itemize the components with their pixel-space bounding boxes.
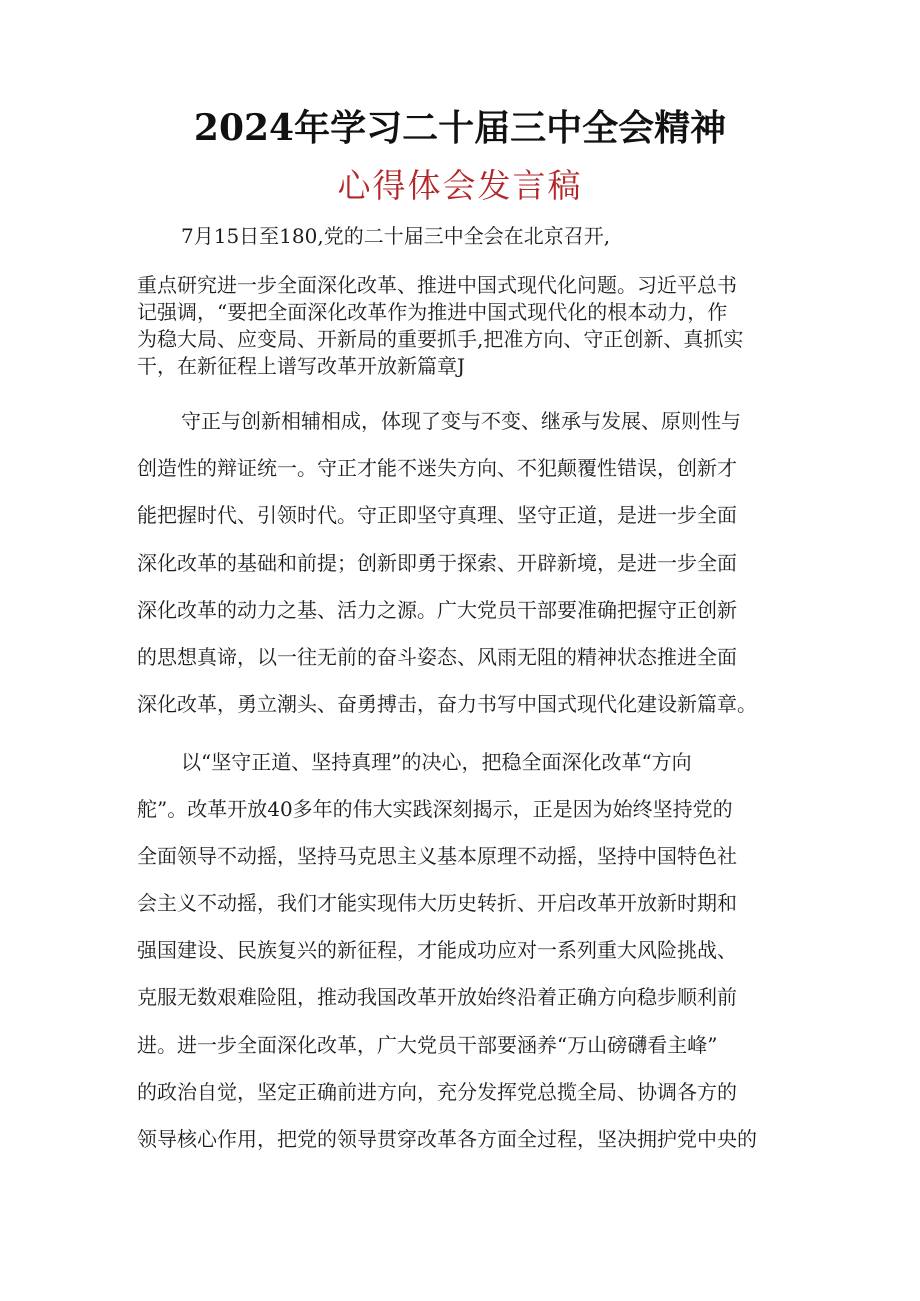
paragraph-line: 创造性的辩证统一。守正才能不迷失方向、不犯颠覆性错误，创新才 bbox=[137, 456, 737, 480]
paragraph-line: 深化改革，勇立潮头、奋勇搏击，奋力书写中国式现代化建设新篇章。 bbox=[137, 692, 757, 716]
paragraph-line: 克服无数艰难险阻，推动我国改革开放始终沿着正确方向稳步顺利前 bbox=[137, 985, 737, 1009]
paragraph-line: 以“坚守正道、坚持真理”的决心，把稳全面深化改革“方向 bbox=[181, 750, 692, 774]
intro-line: 7月15日至180,党的二十届三中全会在北京召开, bbox=[181, 224, 611, 248]
document-title bbox=[0, 100, 920, 151]
paragraph-line: 会主义不动摇，我们才能实现伟大历史转折、开启改革开放新时期和 bbox=[137, 891, 737, 915]
paragraph-line: 能把握时代、引领时代。守正即坚守真理、坚守正道，是进一步全面 bbox=[137, 503, 737, 527]
paragraph-line: 深化改革的基础和前提；创新即勇于探索、开辟新境，是进一步全面 bbox=[137, 551, 737, 575]
paragraph-line: 的政治自觉，坚定正确前进方向，充分发挥党总揽全局、协调各方的 bbox=[137, 1080, 737, 1104]
paragraph-line: 干，在新征程上谱写改革开放新篇章J bbox=[137, 354, 466, 378]
paragraph-line: 记强调，“要把全面深化改革作为推进中国式现代化的根本动力，作 bbox=[137, 300, 728, 324]
paragraph-line: 进。进一步全面深化改革，广大党员干部要涵养“万山磅礴看主峰” bbox=[137, 1033, 718, 1057]
paragraph-line: 的思想真谛，以一往无前的奋斗姿态、风雨无阻的精神状态推进全面 bbox=[137, 645, 737, 669]
document-subtitle bbox=[0, 160, 920, 207]
paragraph-line: 为稳大局、应变局、开新局的重要抓手,把准方向、守正创新、真抓实 bbox=[137, 327, 744, 351]
paragraph-line: 强国建设、民族复兴的新征程，才能成功应对一系列重大风险挑战、 bbox=[137, 938, 737, 962]
paragraph-line: 领导核心作用，把党的领导贯穿改革各方面全过程，坚决拥护党中央的 bbox=[137, 1127, 757, 1151]
document-title-text: 2024年学习二十届三中全会精神 bbox=[193, 107, 727, 149]
paragraph-line: 舵”。改革开放40多年的伟大实践深刻揭示，正是因为始终坚持党的 bbox=[137, 797, 733, 821]
paragraph-line: 深化改革的动力之基、活力之源。广大党员干部要准确把握守正创新 bbox=[137, 598, 737, 622]
paragraph-line: 重点研究进一步全面深化改革、推进中国式现代化问题。习近平总书 bbox=[137, 273, 737, 297]
paragraph-line: 守正与创新相辅相成，体现了变与不变、继承与发展、原则性与 bbox=[181, 409, 741, 433]
paragraph-line: 全面领导不动摇，坚持马克思主义基本原理不动摇，坚持中国特色社 bbox=[137, 844, 737, 868]
document-subtitle-text: 心得体会发言稿 bbox=[337, 166, 583, 205]
